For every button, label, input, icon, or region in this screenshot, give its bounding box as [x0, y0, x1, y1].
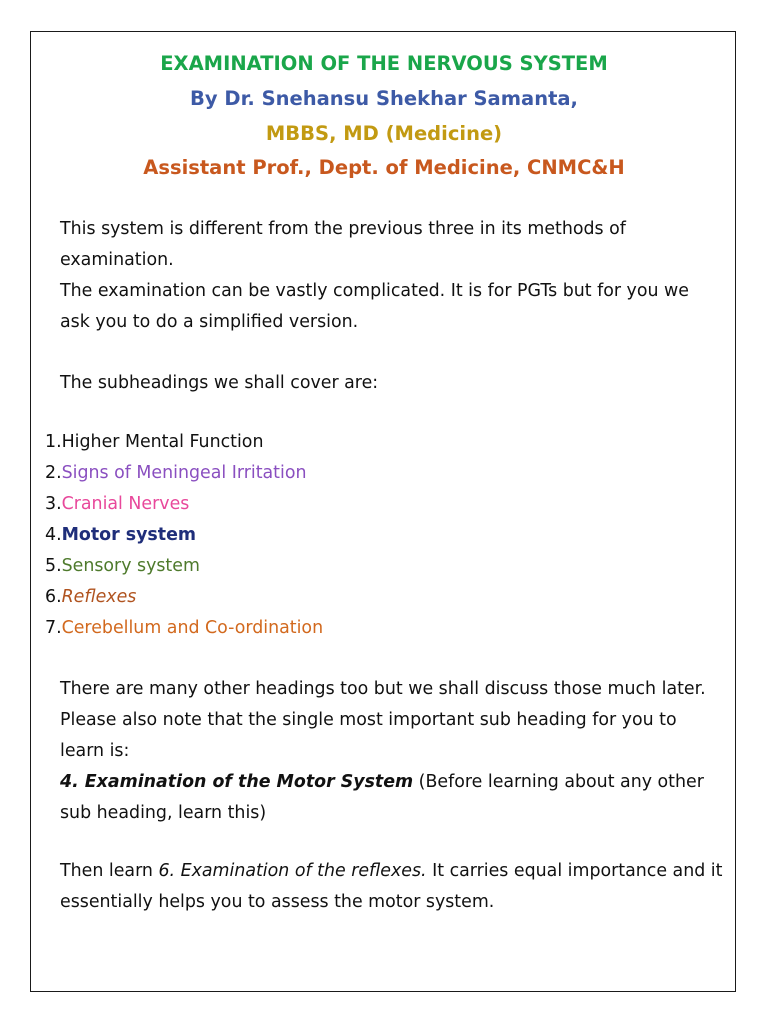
author-line: By Dr. Snehansu Shekhar Samanta,: [190, 87, 578, 110]
reflexes-emphasis: 6. Examination of the reflexes.: [158, 861, 427, 881]
list-item: [45, 458, 323, 489]
list-item: [45, 489, 323, 520]
position-line: Assistant Prof., Dept. of Medicine, CNMC&H: [143, 156, 625, 179]
document-title: EXAMINATION OF THE NERVOUS SYSTEM: [160, 52, 608, 75]
paragraph-text: (Before learning about any other: [413, 772, 704, 792]
intro-line: ask you to do a simplified version.: [60, 312, 359, 332]
paragraph-line: sub heading, learn this): [60, 803, 267, 823]
paragraph-line: essentially helps you to assess the motor system.: [60, 892, 495, 912]
intro-paragraph: [60, 214, 730, 338]
paragraph-line: [60, 767, 730, 798]
list-item-label: Reflexes: [61, 587, 137, 607]
list-number: 3.: [45, 494, 62, 514]
paragraph-line: learn is:: [60, 741, 130, 761]
intro-line: The examination can be vastly complicated. It is for PGTs but for you we: [60, 281, 689, 301]
list-number: 6.: [45, 587, 62, 607]
motor-system-emphasis: 4. Examination of the Motor System: [60, 772, 414, 792]
intro-line: This system is different from the previous three in its methods of: [60, 219, 626, 239]
paragraph-text: It carries equal importance and it: [426, 861, 723, 881]
paragraph-line: [60, 856, 730, 887]
list-item: [45, 551, 323, 582]
importance-paragraph: [60, 674, 730, 829]
list-item-label: Signs of Meningeal Irritation: [61, 463, 307, 483]
list-item-label: Higher Mental Function: [61, 432, 264, 452]
subheadings-list: [45, 427, 323, 644]
list-number: 4.: [45, 525, 62, 545]
paragraph-text: Then learn: [60, 861, 159, 881]
reflexes-paragraph: [60, 856, 730, 918]
degree-line: MBBS, MD (Medicine): [265, 122, 503, 145]
list-number: 2.: [45, 463, 62, 483]
paragraph-line: Please also note that the single most important sub heading for you to: [60, 710, 677, 730]
list-item-label: Cranial Nerves: [61, 494, 190, 514]
list-item: [45, 613, 323, 644]
intro-line: examination.: [60, 250, 174, 270]
paragraph-line: There are many other headings too but we shall discuss those much later.: [60, 679, 706, 699]
list-item-label: Sensory system: [61, 556, 200, 576]
subheadings-intro: The subheadings we shall cover are:: [60, 373, 379, 393]
list-item-label: Cerebellum and Co-ordination: [61, 618, 324, 638]
list-item: [45, 427, 323, 458]
list-number: 5.: [45, 556, 62, 576]
list-item-label: Motor system: [61, 525, 197, 545]
list-number: 1.: [45, 432, 62, 452]
list-item: [45, 520, 323, 551]
list-number: 7.: [45, 618, 62, 638]
list-item: [45, 582, 323, 613]
